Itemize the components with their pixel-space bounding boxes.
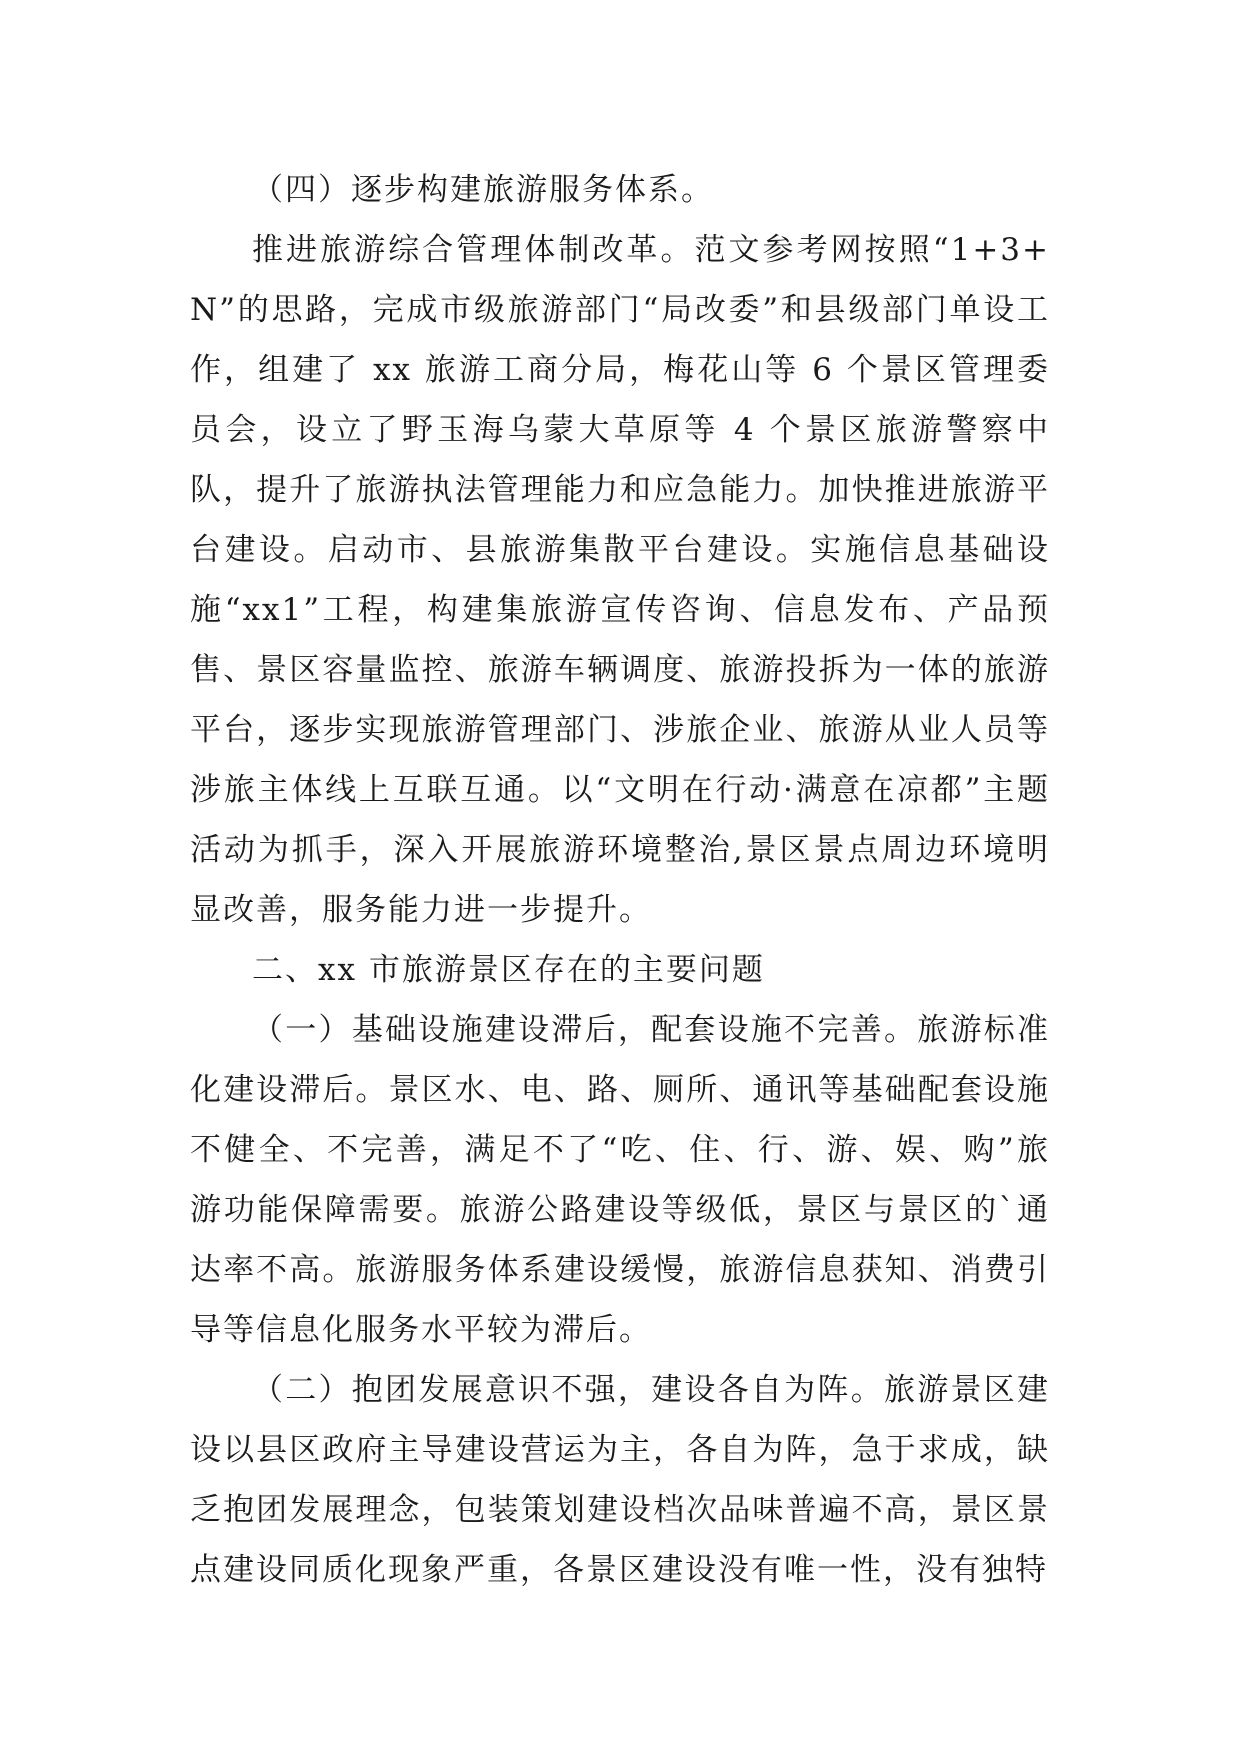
heading-section-4: （四）逐步构建旅游服务体系。 bbox=[252, 172, 714, 208]
document-body bbox=[190, 160, 1050, 1600]
heading-part-2: 二、xx 市旅游景区存在的主要问题 bbox=[252, 952, 765, 988]
paragraph-development-awareness: （二）抱团发展意识不强，建设各自为阵。旅游景区建设以县区政府主导建设营运为主，各自为阵，急于求成，缺乏抱团发展理念，包装策划建设档次品味普遍不高，景区景点建设同质化现象严重，各景区建设没有唯一性，没有独特 bbox=[190, 1372, 1050, 1588]
paragraph-infrastructure-lag: （一）基础设施建设滞后，配套设施不完善。旅游标准化建设滞后。景区水、电、路、厕所、通讯等基础配套设施不健全、不完善，满足不了“吃、住、行、游、娱、购”旅游功能保障需要。旅游公路建设等级低，景区与景区的`通达率不高。旅游服务体系建设缓慢，旅游信息获知、消费引导等信息化服务水平较为滞后。 bbox=[190, 1012, 1050, 1348]
paragraph-tourism-management-reform: 推进旅游综合管理体制改革。范文参考网按照“1+3+N”的思路，完成市级旅游部门“局改委”和县级部门单设工作，组建了 xx 旅游工商分局，梅花山等 6 个景区管理委员会，设立了野玉海乌蒙大草原等 4 个景区旅游警察中队，提升了旅游执法管理能力和应急能力。加快推进旅游平台建设。启动市、县旅游集散平台建设。实施信息基础设施“xx1”工程，构建集旅游宣传咨询、信息发布、产品预售、景区容量监控、旅游车辆调度、旅游投拆为一体的旅游平台，逐步实现旅游管理部门、涉旅企业、旅游从业人员等涉旅主体线上互联互通。以“文明在行动·满意在凉都”主题活动为抓手，深入开展旅游环境整治,景区景点周边环境明显改善，服务能力进一步提升。 bbox=[190, 232, 1050, 928]
